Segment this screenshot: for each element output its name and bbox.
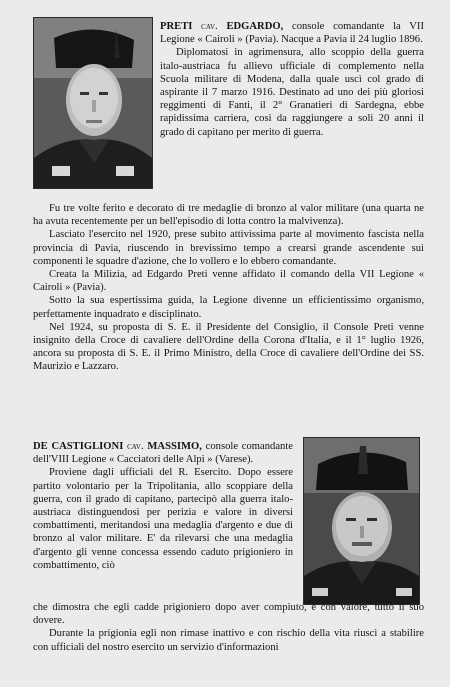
portrait-image <box>34 18 152 188</box>
preti-body-block <box>33 202 424 374</box>
portrait-image <box>304 438 419 604</box>
castiglioni-body-block <box>33 601 424 654</box>
preti-rank: cav. <box>201 21 218 32</box>
preti-heading-paragraph <box>160 20 424 46</box>
preti-honors-paragraph: Nel 1924, su proposta di S. E. il Presidente del Consiglio, il Console Preti venne insignito della Croce di cavaliere dell'Ordine della Corona d'Italia, e il 1° luglio 1926, ancora su proposta di S. E. il Primo Ministro, della Croce di cavaliere dell'Ordine dei SS. Maurizio e Lazzaro. <box>33 321 424 373</box>
castiglioni-intro-text: console comandante dell'VIII Legione « Cacciatori delle Alpi » (Varese). <box>33 441 293 466</box>
preti-diploma-paragraph: Diplomatosi in agrimensura, allo scoppio della guerra italo-austriaca fu allievo ufficiale di complemento nella Scuola militare di Modena, dalla quale uscì col grado di aspirante il 7 marzo 1916. Destinato ad uno dei più gloriosi reggimenti di Fanti, il 2° Granatieri di Sardegna, ebbe rapidissima carriera, così da raggiungere a soli 20 anni il grado di capitano per merito di guerra. <box>160 47 424 138</box>
preti-fascist-paragraph: Lasciato l'esercito nel 1920, prese subito attivissima parte al movimento fascista nella provincia di Pavia, riuscendo in brevissimo tempo a crearsi grande ascendente sui componenti le squadre d'azione, che lo vollero e lo ebbero comandante. <box>33 229 424 267</box>
castiglioni-heading-paragraph <box>33 440 293 466</box>
preti-militia-paragraph: Creata la Milizia, ad Edgardo Preti venne affidato il comando della VII Legione « Cairoli » (Pavia). <box>33 269 424 294</box>
castiglioni-origin-continuation: che dimostra che egli cadde prigioniero dopo aver compiuto, e con valore, tutto il suo dovere. <box>33 602 424 627</box>
castiglioni-surname: DE CASTIGLIONI <box>33 441 124 452</box>
preti-legion-paragraph: Sotto la sua espertissima guida, la Legione divenne un efficientissimo organismo, perfettamente inquadrato e disciplinato. <box>33 295 424 320</box>
castiglioni-rank: cav. <box>127 441 144 452</box>
castiglioni-intro-block <box>33 440 293 572</box>
preti-intro-text: console comandante la VII Legione « Cairoli » (Pavia). Nacque a Pavia il 24 luglio 1896. <box>160 21 424 46</box>
preti-intro-block <box>160 20 424 139</box>
preti-surname: PRETI <box>160 21 193 32</box>
castiglioni-given-name: MASSIMO, <box>147 441 202 452</box>
castiglioni-origin-paragraph: Proviene dagli ufficiali del R. Esercito. Dopo essere partito volontario per la Tripolitania, allo scoppiare della guerra, con il grado di capitano, partecipò alla guerra italo-austriaca distinguendosi per perizia e valore in diversi combattimenti, meritandosi una medaglia d'argento e due di bronzo al valor militare. E' da rilevarsi che una medaglia d'argento gli venne concessa essendo caduto prigioniero in combattimento, ciò <box>33 467 293 571</box>
preti-given-name: EDGARDO, <box>226 21 284 32</box>
preti-wounds-paragraph: Fu tre volte ferito e decorato di tre medaglie di bronzo al valor militare (una quarta ne ha avuta recentemente per un bell'episodio di lotta contro la malvivenza). <box>33 203 424 228</box>
portrait-photo-preti <box>33 17 153 189</box>
portrait-photo-de-castiglioni <box>303 437 420 605</box>
castiglioni-captivity-paragraph: Durante la prigionia egli non rimase inattivo e con rischio della vita riuscì a stabilire con ufficiali del nostro esercito un servizio d'informazioni <box>33 628 424 653</box>
